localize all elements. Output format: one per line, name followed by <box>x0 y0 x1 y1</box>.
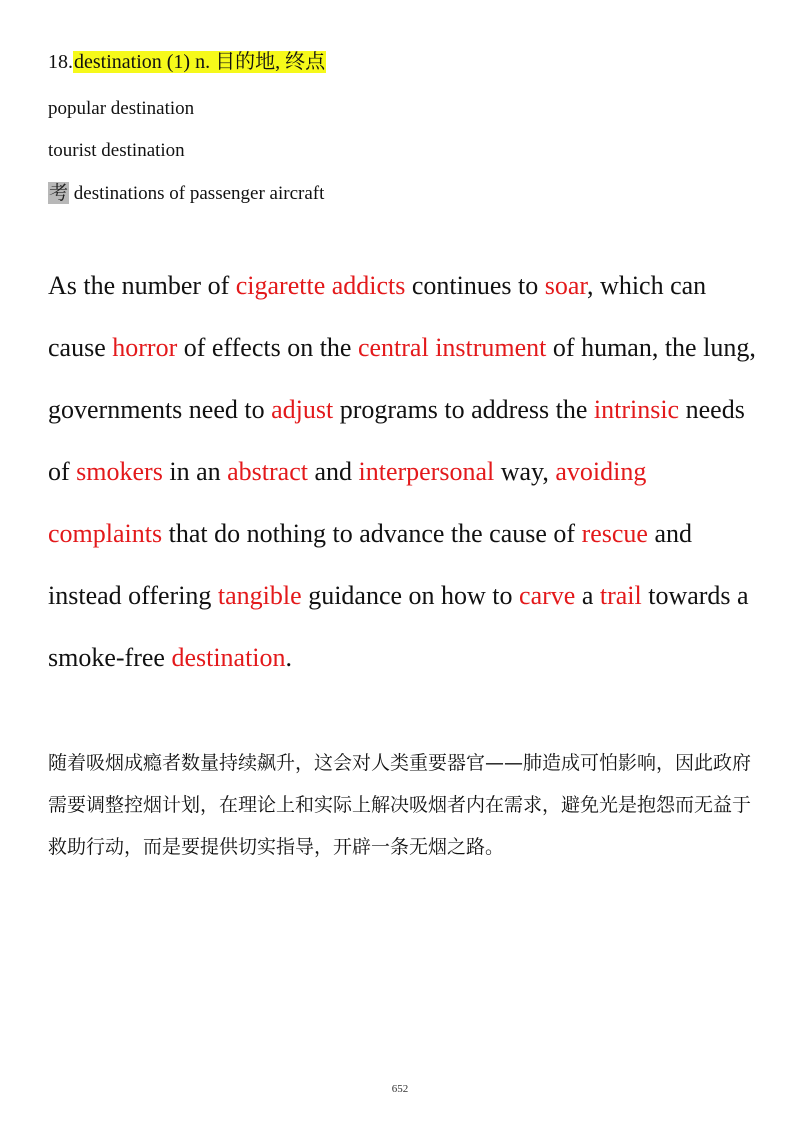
highlighted-term: abstract <box>227 457 308 486</box>
paragraph-text: . <box>285 643 293 672</box>
highlighted-term: tangible <box>217 581 302 610</box>
phrase-example <box>48 96 194 122</box>
paragraph-text: As the number of <box>48 271 236 300</box>
paragraph-text: a <box>575 581 600 610</box>
paragraph-text: continues to <box>405 271 545 300</box>
paragraph-text: needs of <box>48 395 745 486</box>
highlighted-term: cigarette addicts <box>235 271 406 300</box>
highlighted-term: carve <box>519 581 576 610</box>
entry-number: 18. <box>48 51 73 73</box>
exam-badge: 考 <box>49 182 69 204</box>
phrase-text: destinations of passenger aircraft <box>69 183 325 204</box>
highlighted-term: avoiding complaints <box>48 457 647 548</box>
highlighted-term: trail <box>599 581 642 610</box>
highlighted-term: soar <box>544 271 588 300</box>
highlighted-term: adjust <box>271 395 334 424</box>
paragraph-text: way, <box>494 457 556 486</box>
highlighted-term: intrinsic <box>593 395 680 424</box>
highlighted-term: smokers <box>76 457 163 486</box>
vocab-entry-heading <box>48 48 326 76</box>
highlighted-term: destination <box>171 643 286 672</box>
paragraph-text: of human, the lung, governments need to <box>48 333 756 424</box>
paragraph-text: programs to address the <box>333 395 594 424</box>
paragraph-text: of effects on the <box>177 333 358 362</box>
chinese-translation: 随着吸烟成瘾者数量持续飙升，这会对人类重要器官——肺造成可怕影响，因此政府需要调整控烟计划，在理论上和实际上解决吸烟者内在需求，避免光是抱怨而无益于救助行动，而是要提供切实指导，开辟一条无烟之路。 <box>48 752 752 858</box>
paragraph-text: guidance on how to <box>301 581 520 610</box>
example-paragraph <box>48 255 760 689</box>
paragraph-text: that do nothing to advance the cause of <box>162 519 582 548</box>
paragraph-text: and <box>307 457 359 486</box>
paragraph-text: towards a smoke-free <box>48 581 749 672</box>
highlighted-term: interpersonal <box>358 457 495 486</box>
paragraph-text: , which can cause <box>48 271 707 362</box>
paragraph-text: in an <box>162 457 228 486</box>
page-number: 652 <box>391 1083 409 1095</box>
highlighted-term: horror <box>112 333 178 362</box>
phrase-example-exam <box>48 180 324 207</box>
phrase-example <box>48 138 185 164</box>
highlighted-term: rescue <box>581 519 648 548</box>
entry-headword: destination (1) n. 目的地, 终点 <box>74 51 326 73</box>
phrase-text: popular destination <box>48 98 195 119</box>
highlighted-term: central instrument <box>357 333 547 362</box>
phrase-text: tourist destination <box>48 140 185 161</box>
paragraph-text: and instead offering <box>48 519 693 610</box>
